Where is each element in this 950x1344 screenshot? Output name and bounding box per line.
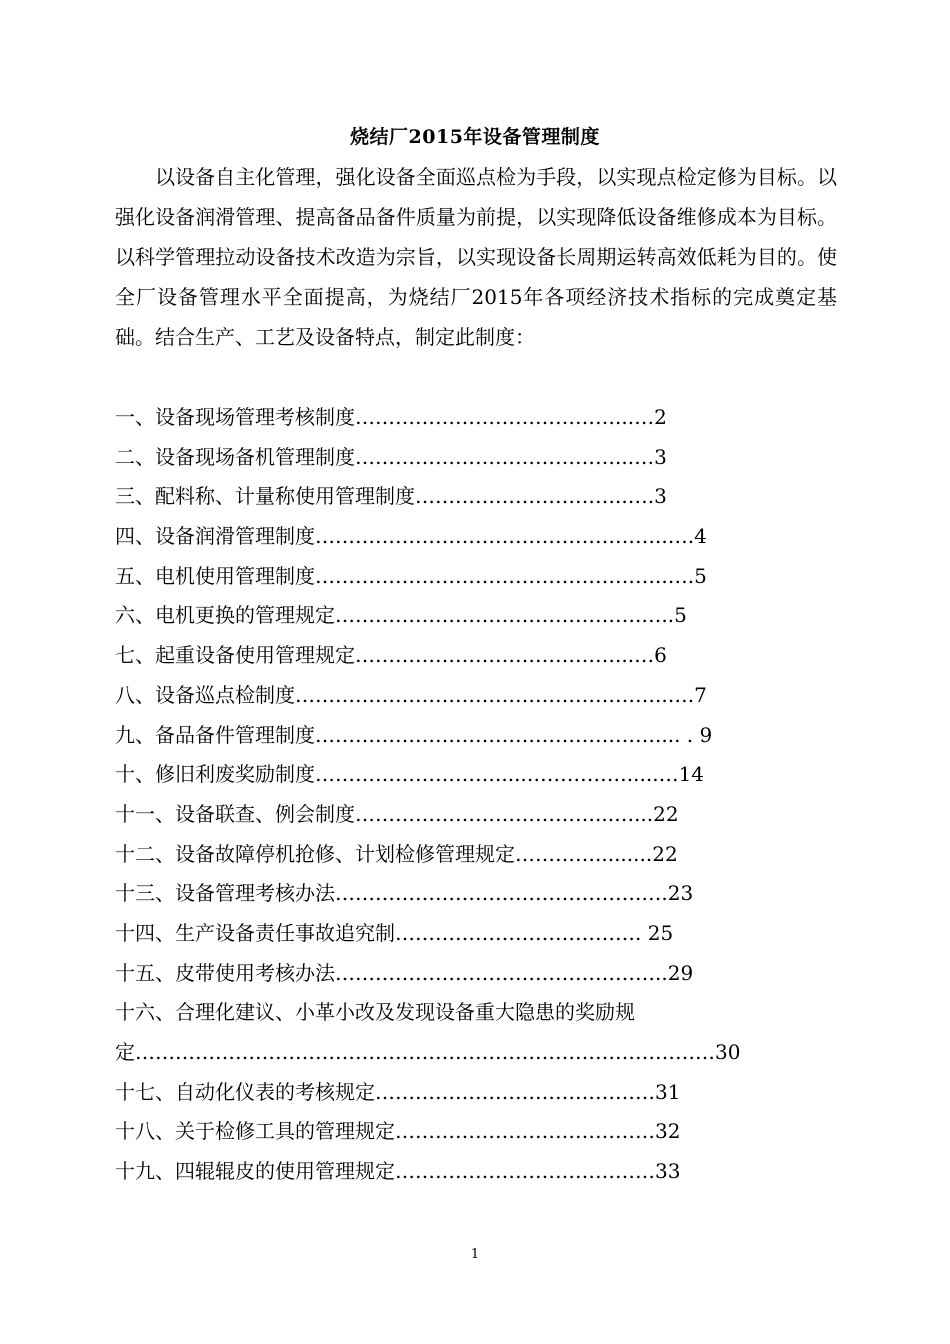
toc-item: 五、电机使用管理制度……………………………………………..….5	[115, 563, 707, 588]
toc-item: 十二、设备故障停机抢修、计划检修管理规定………….........22	[115, 841, 678, 866]
toc-item: 七、起重设备使用管理规定…………………………………...…6	[115, 643, 667, 668]
toc-item: 十、修旧利废奖励制度……………………….....…………….....…14	[115, 762, 705, 787]
toc-item: 十七、自动化仪表的考核规定……………………………………31	[115, 1079, 681, 1104]
toc-item: 十九、四辊辊皮的使用管理规定…………………………………33	[115, 1159, 681, 1184]
toc-item: 四、设备润滑管理制度……………………………………………..….4	[115, 524, 707, 549]
toc-item: 十三、设备管理考核办法……………………………………….….23	[115, 881, 694, 906]
toc-item: 二、设备现场备机管理制度…………………………………...…3	[115, 444, 667, 469]
toc-item: 十五、皮带使用考核办法…………………………………………..29	[115, 960, 694, 985]
toc-item: 六、电机更换的管理规定……………………………………….…..5	[115, 603, 687, 628]
toc-item: 八、设备巡点检制度………………………………………………..….7	[115, 682, 707, 707]
toc-item: 十八、关于检修工具的管理规定…………………………………32	[115, 1119, 681, 1144]
toc-item: 九、备品备件管理制度…………………………………………….... . 9	[115, 722, 713, 747]
toc-item: 十四、生产设备责任事故追究制………………………………. 25	[115, 920, 674, 945]
intro-paragraph: 以设备自主化管理，强化设备全面巡点检为手段，以实现点检定修为目标。以强化设备润滑管理、提高备品备件质量为前提，以实现降低设备维修成本为目标。以科学管理拉动设备技术改造为宗旨，以实现设备长周期运转高效低耗为目的。使全厂设备管理水平全面提高，为烧结厂2015年各项经济技术指标的完成奠定基础。结合生产、工艺及设备特点，制定此制度：	[115, 165, 837, 349]
toc-item: 十六、合理化建议、小革小改及发现设备重大隐患的奖励规定……………………………………………………………………………30	[115, 1000, 741, 1065]
table-of-contents	[115, 398, 837, 1192]
toc-item: 十一、设备联查、例会制度………………………………...…...22	[115, 801, 679, 826]
toc-item: 三、配料称、计量称使用管理制度…………………………..….3	[115, 484, 667, 509]
toc-item: 一、设备现场管理考核制度…………………………………...…2	[115, 405, 667, 429]
page-number: 1	[470, 1247, 480, 1262]
document-title: 烧结厂2015年设备管理制度	[350, 126, 600, 148]
